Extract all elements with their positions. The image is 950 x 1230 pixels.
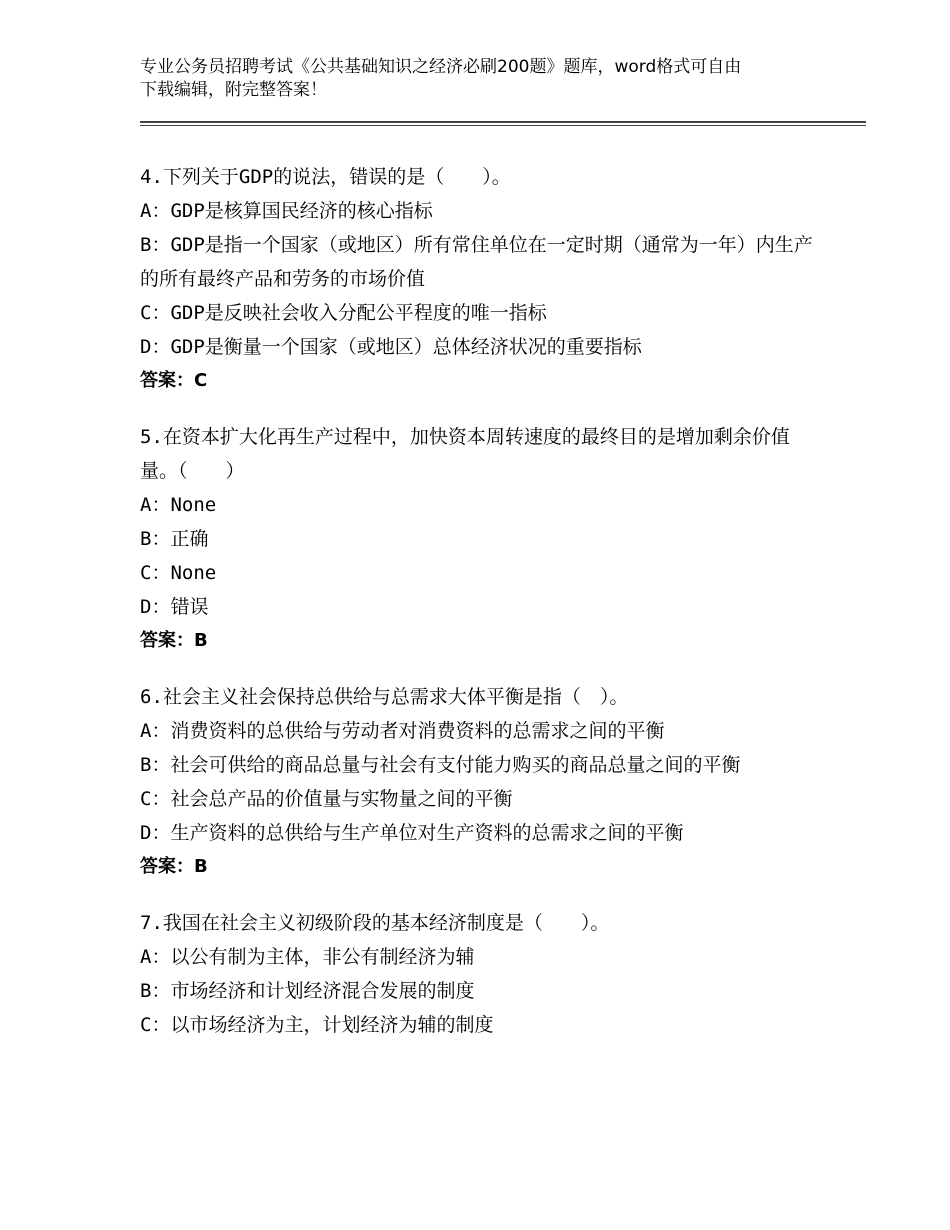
option-b: B：社会可供给的商品总量与社会有支付能力购买的商品总量之间的平衡 — [140, 754, 741, 776]
option-b: B：GDP是指一个国家（或地区）所有常住单位在一定时期（通常为一年）内生产的所有最终产品和劳务的市场价值 — [140, 234, 813, 290]
question-list — [140, 160, 820, 1064]
question-stem: 6.社会主义社会保持总供给与总需求大体平衡是指（ ）。 — [140, 686, 629, 708]
answer-label: 答案： — [140, 370, 194, 391]
question-stem: 5.在资本扩大化再生产过程中，加快资本周转速度的最终目的是增加剩余价值量。（ ） — [140, 426, 790, 482]
option-b: B：正确 — [140, 528, 209, 550]
question-7 — [140, 906, 820, 1042]
question-stem: 7.我国在社会主义初级阶段的基本经济制度是（ ）。 — [140, 912, 610, 934]
header-line-2: 下载编辑，附完整答案！ — [140, 80, 327, 100]
answer-line — [140, 850, 820, 884]
question-6 — [140, 680, 820, 884]
answer-label: 答案： — [140, 630, 194, 651]
option-a: A：以公有制为主体，非公有制经济为辅 — [140, 946, 475, 968]
option-c: C：社会总产品的价值量与实物量之间的平衡 — [140, 788, 513, 810]
header-line-1: 专业公务员招聘考试《公共基础知识之经济必刷200题》题库，word格式可自由 — [140, 57, 742, 77]
option-c: C：以市场经济为主，计划经济为辅的制度 — [140, 1014, 494, 1036]
answer-value: C — [194, 370, 208, 391]
option-b: B：市场经济和计划经济混合发展的制度 — [140, 980, 475, 1002]
question-stem: 4.下列关于GDP的说法，错误的是（ ）。 — [140, 166, 511, 188]
answer-value: B — [194, 630, 208, 651]
header-rule-thin — [140, 125, 866, 126]
option-d: D：生产资料的总供给与生产单位对生产资料的总需求之间的平衡 — [140, 822, 684, 844]
answer-line — [140, 624, 820, 658]
answer-line — [140, 364, 820, 398]
question-5 — [140, 420, 820, 658]
question-4 — [140, 160, 820, 398]
option-c: C：None — [140, 562, 217, 584]
option-a: A：消费资料的总供给与劳动者对消费资料的总需求之间的平衡 — [140, 720, 665, 742]
option-c: C：GDP是反映社会收入分配公平程度的唯一指标 — [140, 302, 547, 324]
document-header — [140, 56, 820, 102]
option-d: D：GDP是衡量一个国家（或地区）总体经济状况的重要指标 — [140, 336, 642, 358]
option-a: A：GDP是核算国民经济的核心指标 — [140, 200, 433, 222]
option-d: D：错误 — [140, 596, 209, 618]
answer-value: B — [194, 856, 208, 877]
header-rule-thick — [140, 121, 866, 123]
option-a: A：None — [140, 494, 217, 516]
answer-label: 答案： — [140, 856, 194, 877]
